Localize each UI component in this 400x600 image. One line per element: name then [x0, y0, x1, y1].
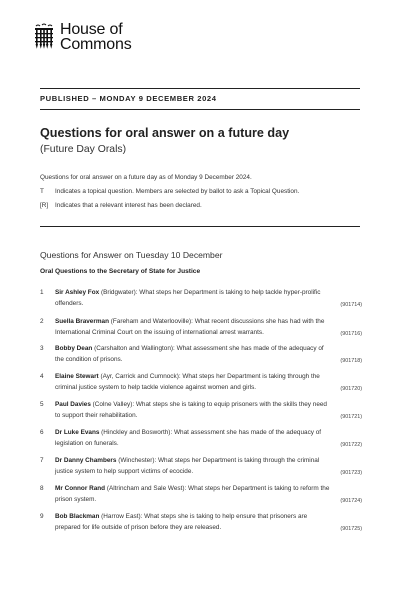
question-member: Elaine Stewart	[55, 373, 99, 380]
question-text: (Carshalton and Wallington): What assessment she has made of the adequacy of the condition of prisons.	[55, 345, 324, 363]
question-text: (Bridgwater): What steps her Department is taking to help tackle hyper-prolific offenders.	[55, 289, 321, 307]
legend-text: Indicates a topical question. Members are selected by ballot to ask a Topical Question.	[55, 188, 300, 195]
department-subheading: Oral Questions to the Secretary of State for Justice	[40, 268, 201, 275]
question-number: 8	[40, 485, 44, 492]
question-member: Bob Blackman	[55, 513, 100, 520]
question-member: Suella Braverman	[55, 318, 109, 325]
question-text: (Colne Valley): What steps she is taking to equip prisoners with the skills they need to support their rehabilitation.	[55, 401, 327, 419]
question-text: (Hinckley and Bosworth): What assessment she has made of the adequacy of legislation on funerals.	[55, 429, 322, 447]
question-item	[40, 456, 362, 477]
question-number: 5	[40, 401, 44, 408]
page-title: Questions for oral answer on a future day	[40, 126, 290, 140]
question-reference: (901716)	[340, 330, 362, 337]
published-date: PUBLISHED – MONDAY 9 DECEMBER 2024	[40, 94, 217, 103]
question-member: Paul Davies	[55, 401, 91, 408]
question-item	[40, 484, 362, 505]
question-item	[40, 512, 362, 533]
legend-symbol: T	[40, 188, 44, 195]
legend-text: Indicates that a relevant interest has been declared.	[55, 202, 202, 209]
question-reference: (901725)	[340, 525, 362, 532]
legend-symbol: [R]	[40, 202, 49, 209]
question-text: (Winchester): What steps her Department is taking through the criminal justice system to help support victims of ecocide.	[55, 457, 320, 475]
question-item	[40, 317, 362, 338]
question-text: (Harrow East): What steps she is taking to help ensure that prisoners are prepared for life outside of prison before they are released.	[55, 513, 308, 531]
question-item	[40, 288, 362, 309]
question-reference: (901724)	[340, 497, 362, 504]
question-item	[40, 344, 362, 365]
question-reference: (901714)	[340, 301, 362, 308]
question-text: (Fareham and Waterlooville): What recent discussions she has had with the International Criminal Court on the issuing of international arrest warrants.	[55, 318, 325, 336]
question-member: Sir Ashley Fox	[55, 289, 100, 296]
question-reference: (901723)	[340, 469, 362, 476]
question-number: 7	[40, 457, 44, 464]
question-reference: (901720)	[340, 385, 362, 392]
question-number: 1	[40, 289, 44, 296]
logo-line-1: House of	[60, 21, 123, 38]
page-subtitle: (Future Day Orals)	[40, 144, 127, 155]
question-reference: (901721)	[340, 413, 362, 420]
question-text: (Altrincham and Sale West): What steps her Department is taking to reform the prison system.	[55, 485, 330, 503]
logo-line-2: Commons	[60, 36, 132, 53]
divider-top	[40, 88, 360, 89]
question-number: 2	[40, 318, 44, 325]
question-member: Mr Connor Rand	[55, 485, 106, 492]
question-item	[40, 372, 362, 393]
intro-text: Questions for oral answer on a future day as of Monday 9 December 2024.	[40, 174, 252, 181]
question-text: (Ayr, Carrick and Cumnock): What steps her Department is taking through the criminal justice system to help tackle violence against women and girls.	[55, 373, 320, 391]
question-member: Dr Danny Chambers	[55, 457, 117, 464]
question-number: 4	[40, 373, 44, 380]
question-member: Dr Luke Evans	[55, 429, 100, 436]
question-number: 9	[40, 513, 44, 520]
divider-section	[40, 226, 360, 227]
question-member: Bobby Dean	[55, 345, 93, 352]
portcullis-icon	[33, 23, 55, 49]
question-number: 6	[40, 429, 44, 436]
question-reference: (901718)	[340, 357, 362, 364]
divider-published	[40, 109, 360, 110]
question-reference: (901722)	[340, 441, 362, 448]
question-item	[40, 400, 362, 421]
house-of-commons-logo	[33, 22, 132, 52]
question-number: 3	[40, 345, 44, 352]
question-item	[40, 428, 362, 449]
logo-text	[60, 22, 132, 52]
legend-relevant-interest	[40, 202, 202, 209]
section-heading: Questions for Answer on Tuesday 10 December	[40, 250, 223, 260]
legend-topical	[40, 188, 299, 195]
